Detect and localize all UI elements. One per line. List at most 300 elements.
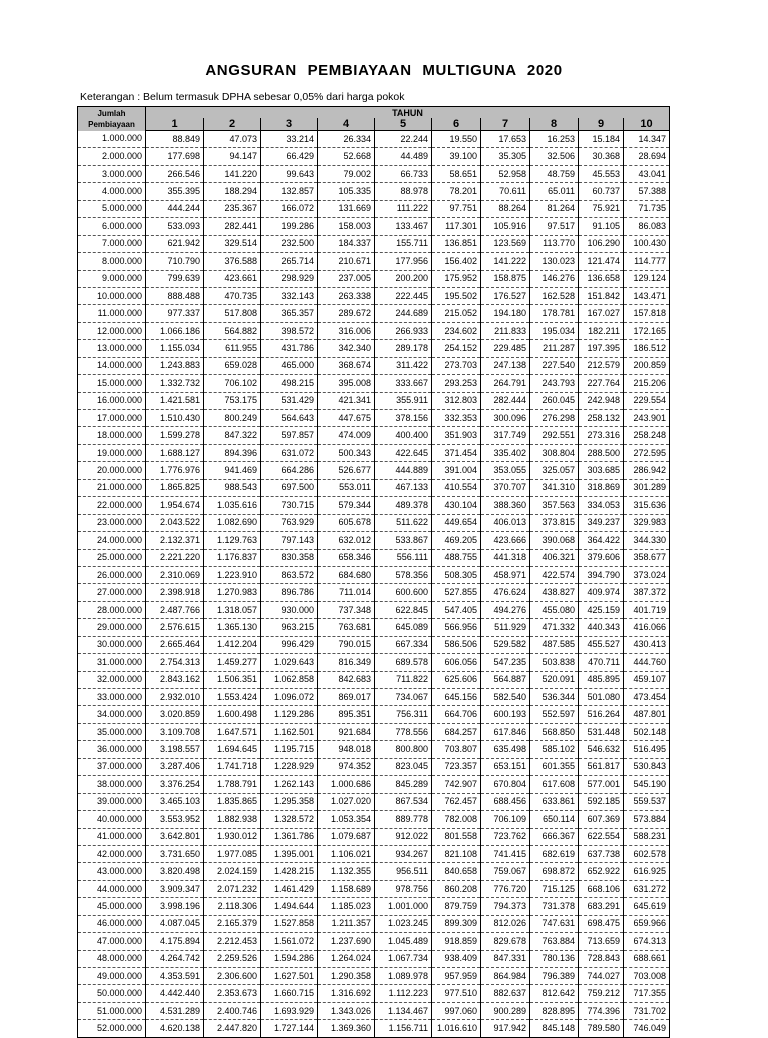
- angsuran-cell: 315.636: [624, 497, 670, 514]
- angsuran-cell: 4.175.894: [146, 933, 204, 950]
- page-title: ANGSURAN PEMBIAYAAN MULTIGUNA 2020: [205, 62, 563, 79]
- angsuran-cell: 301.289: [624, 479, 670, 496]
- angsuran-cell: 65.011: [530, 183, 579, 200]
- jumlah-pembiayaan-cell: 15.000.000: [78, 375, 146, 392]
- angsuran-cell: 156.402: [432, 253, 481, 270]
- angsuran-cell: 66.429: [261, 148, 318, 165]
- jumlah-pembiayaan-cell: 16.000.000: [78, 392, 146, 409]
- angsuran-cell: 210.671: [318, 253, 375, 270]
- angsuran-cell: 597.857: [261, 427, 318, 444]
- angsuran-cell: 58.651: [432, 165, 481, 182]
- table-row: [78, 793, 670, 810]
- angsuran-cell: 334.053: [579, 497, 624, 514]
- angsuran-cell: 577.001: [579, 776, 624, 793]
- angsuran-cell: 600.193: [481, 706, 530, 723]
- angsuran-cell: 455.527: [579, 636, 624, 653]
- jumlah-pembiayaan-cell: 10.000.000: [78, 287, 146, 304]
- angsuran-cell: 547.405: [432, 601, 481, 618]
- table-row: [78, 950, 670, 967]
- angsuran-cell: 19.550: [432, 131, 481, 148]
- table-row: [78, 671, 670, 688]
- angsuran-cell: 622.845: [375, 601, 432, 618]
- angsuran-cell: 247.138: [481, 357, 530, 374]
- angsuran-cell: 517.808: [204, 305, 261, 322]
- angsuran-cell: 423.666: [481, 532, 530, 549]
- angsuran-cell: 511.622: [375, 514, 432, 531]
- angsuran-cell: 996.429: [261, 636, 318, 653]
- angsuran-cell: 1.155.034: [146, 340, 204, 357]
- angsuran-cell: 1.237.690: [318, 933, 375, 950]
- table-row: [78, 845, 670, 862]
- angsuran-cell: 30.368: [579, 148, 624, 165]
- angsuran-cell: 298.929: [261, 270, 318, 287]
- angsuran-cell: 273.703: [432, 357, 481, 374]
- angsuran-cell: 621.942: [146, 235, 204, 252]
- angsuran-cell: 668.106: [579, 880, 624, 897]
- angsuran-cell: 674.313: [624, 933, 670, 950]
- jumlah-pembiayaan-cell: 4.000.000: [78, 183, 146, 200]
- angsuran-cell: 4.353.591: [146, 968, 204, 985]
- angsuran-cell: 237.005: [318, 270, 375, 287]
- angsuran-cell: 88.264: [481, 200, 530, 217]
- angsuran-cell: 723.762: [481, 828, 530, 845]
- angsuran-cell: 1.134.467: [375, 1002, 432, 1019]
- angsuran-cell: 3.820.498: [146, 863, 204, 880]
- angsuran-cell: 737.348: [318, 601, 375, 618]
- angsuran-cell: 371.454: [432, 444, 481, 461]
- angsuran-cell: 176.527: [481, 287, 530, 304]
- angsuran-cell: 1.660.715: [261, 985, 318, 1002]
- angsuran-cell: 311.422: [375, 357, 432, 374]
- table-row: [78, 741, 670, 758]
- angsuran-cell: 912.022: [375, 828, 432, 845]
- angsuran-cell: 559.537: [624, 793, 670, 810]
- table-row: [78, 1002, 670, 1019]
- angsuran-cell: 867.534: [375, 793, 432, 810]
- angsuran-cell: 566.956: [432, 619, 481, 636]
- angsuran-cell: 717.355: [624, 985, 670, 1002]
- angsuran-cell: 611.955: [204, 340, 261, 357]
- angsuran-cell: 829.678: [481, 933, 530, 950]
- table-row: [78, 566, 670, 583]
- angsuran-cell: 91.105: [579, 218, 624, 235]
- angsuran-cell: 941.469: [204, 462, 261, 479]
- angsuran-cell: 332.353: [432, 410, 481, 427]
- table-row: [78, 427, 670, 444]
- angsuran-cell: 444.244: [146, 200, 204, 217]
- angsuran-cell: 474.009: [318, 427, 375, 444]
- angsuran-cell: 97.751: [432, 200, 481, 217]
- angsuran-cell: 333.667: [375, 375, 432, 392]
- angsuran-cell: 600.600: [375, 584, 432, 601]
- angsuran-cell: 1.089.978: [375, 968, 432, 985]
- jumlah-label: Jumlah: [97, 108, 126, 118]
- angsuran-cell: 763.929: [261, 514, 318, 531]
- angsuran-cell: 2.487.766: [146, 601, 204, 618]
- angsuran-cell: 659.966: [624, 915, 670, 932]
- angsuran-cell: 28.694: [624, 148, 670, 165]
- angsuran-cell: 1.693.929: [261, 1002, 318, 1019]
- angsuran-cell: 753.175: [204, 392, 261, 409]
- angsuran-cell: 605.678: [318, 514, 375, 531]
- angsuran-cell: 242.948: [579, 392, 624, 409]
- angsuran-cell: 2.221.220: [146, 549, 204, 566]
- angsuran-cell: 894.396: [204, 444, 261, 461]
- angsuran-cell: 1.082.690: [204, 514, 261, 531]
- angsuran-cell: 162.528: [530, 287, 579, 304]
- angsuran-cell: 289.672: [318, 305, 375, 322]
- angsuran-cell: 921.684: [318, 723, 375, 740]
- angsuran-cell: 711.822: [375, 671, 432, 688]
- angsuran-cell: 978.756: [375, 880, 432, 897]
- angsuran-cell: 234.602: [432, 322, 481, 339]
- angsuran-cell: 546.632: [579, 741, 624, 758]
- angsuran-cell: 503.838: [530, 654, 579, 671]
- table-row: [78, 340, 670, 357]
- angsuran-cell: 527.855: [432, 584, 481, 601]
- angsuran-cell: 1.129.286: [261, 706, 318, 723]
- angsuran-cell: 215.052: [432, 305, 481, 322]
- angsuran-cell: 564.643: [261, 410, 318, 427]
- angsuran-cell: 879.759: [432, 898, 481, 915]
- angsuran-cell: 2.071.232: [204, 880, 261, 897]
- angsuran-cell: 370.707: [481, 479, 530, 496]
- angsuran-cell: 957.959: [432, 968, 481, 985]
- table-row: [78, 322, 670, 339]
- angsuran-cell: 17.653: [481, 131, 530, 148]
- angsuran-cell: 86.083: [624, 218, 670, 235]
- angsuran-cell: 423.661: [204, 270, 261, 287]
- jumlah-pembiayaan-cell: 7.000.000: [78, 235, 146, 252]
- angsuran-cell: 888.488: [146, 287, 204, 304]
- angsuran-cell: 650.114: [530, 811, 579, 828]
- angsuran-cell: 816.349: [318, 654, 375, 671]
- angsuran-cell: 388.360: [481, 497, 530, 514]
- angsuran-cell: 1.412.204: [204, 636, 261, 653]
- angsuran-cell: 790.015: [318, 636, 375, 653]
- angsuran-cell: 869.017: [318, 689, 375, 706]
- table-row: [78, 898, 670, 915]
- angsuran-cell: 130.023: [530, 253, 579, 270]
- angsuran-cell: 26.334: [318, 131, 375, 148]
- angsuran-cell: 70.611: [481, 183, 530, 200]
- angsuran-cell: 697.500: [261, 479, 318, 496]
- angsuran-cell: 706.102: [204, 375, 261, 392]
- angsuran-cell: 1.461.429: [261, 880, 318, 897]
- angsuran-cell: 470.711: [579, 654, 624, 671]
- angsuran-cell: 588.231: [624, 828, 670, 845]
- angsuran-cell: 1.332.732: [146, 375, 204, 392]
- angsuran-cell: 900.289: [481, 1002, 530, 1019]
- year-header-10: 10: [624, 118, 670, 131]
- angsuran-cell: 136.658: [579, 270, 624, 287]
- angsuran-cell: 406.321: [530, 549, 579, 566]
- angsuran-cell: 698.872: [530, 863, 579, 880]
- jumlah-pembiayaan-cell: 51.000.000: [78, 1002, 146, 1019]
- year-header-5: 5: [375, 118, 432, 131]
- angsuran-cell: 617.608: [530, 776, 579, 793]
- angsuran-cell: 143.471: [624, 287, 670, 304]
- angsuran-cell: 635.498: [481, 741, 530, 758]
- angsuran-cell: 303.685: [579, 462, 624, 479]
- angsuran-cell: 1.882.938: [204, 811, 261, 828]
- angsuran-cell: 373.024: [624, 566, 670, 583]
- angsuran-cell: 747.631: [530, 915, 579, 932]
- angsuran-cell: 703.008: [624, 968, 670, 985]
- table-row: [78, 375, 670, 392]
- angsuran-cell: 592.185: [579, 793, 624, 810]
- table-row: [78, 200, 670, 217]
- angsuran-cell: 1.328.572: [261, 811, 318, 828]
- jumlah-pembiayaan-cell: 50.000.000: [78, 985, 146, 1002]
- angsuran-cell: 1.243.883: [146, 357, 204, 374]
- angsuran-cell: 553.011: [318, 479, 375, 496]
- table-row: [78, 654, 670, 671]
- jumlah-pembiayaan-cell: 12.000.000: [78, 322, 146, 339]
- jumlah-pembiayaan-cell: 25.000.000: [78, 549, 146, 566]
- angsuran-cell: 444.889: [375, 462, 432, 479]
- angsuran-cell: 606.056: [432, 654, 481, 671]
- angsuran-cell: 155.711: [375, 235, 432, 252]
- angsuran-cell: 698.475: [579, 915, 624, 932]
- table-row: [78, 811, 670, 828]
- jumlah-pembiayaan-cell: 52.000.000: [78, 1020, 146, 1037]
- angsuran-cell: 282.441: [204, 218, 261, 235]
- angsuran-cell: 473.454: [624, 689, 670, 706]
- angsuran-cell: 227.764: [579, 375, 624, 392]
- jumlah-pembiayaan-cell: 28.000.000: [78, 601, 146, 618]
- angsuran-cell: 1.027.020: [318, 793, 375, 810]
- angsuran-cell: 1.510.430: [146, 410, 204, 427]
- angsuran-cell: 416.066: [624, 619, 670, 636]
- angsuran-cell: 3.020.859: [146, 706, 204, 723]
- angsuran-cell: 81.264: [530, 200, 579, 217]
- angsuran-cell: 508.305: [432, 566, 481, 583]
- angsuran-cell: 379.606: [579, 549, 624, 566]
- table-row: [78, 689, 670, 706]
- angsuran-cell: 266.933: [375, 322, 432, 339]
- angsuran-cell: 889.778: [375, 811, 432, 828]
- angsuran-cell: 487.801: [624, 706, 670, 723]
- angsuran-cell: 365.357: [261, 305, 318, 322]
- angsuran-cell: 71.735: [624, 200, 670, 217]
- table-row: [78, 636, 670, 653]
- angsuran-cell: 33.214: [261, 131, 318, 148]
- jumlah-pembiayaan-cell: 44.000.000: [78, 880, 146, 897]
- angsuran-cell: 157.818: [624, 305, 670, 322]
- angsuran-cell: 4.442.440: [146, 985, 204, 1002]
- angsuran-cell: 400.400: [375, 427, 432, 444]
- angsuran-cell: 1.185.023: [318, 898, 375, 915]
- angsuran-cell: 2.132.371: [146, 532, 204, 549]
- angsuran-cell: 1.361.786: [261, 828, 318, 845]
- angsuran-cell: 43.041: [624, 165, 670, 182]
- angsuran-cell: 664.286: [261, 462, 318, 479]
- installment-table: [77, 106, 670, 1038]
- angsuran-cell: 625.606: [432, 671, 481, 688]
- angsuran-cell: 796.389: [530, 968, 579, 985]
- angsuran-cell: 782.008: [432, 811, 481, 828]
- angsuran-cell: 440.343: [579, 619, 624, 636]
- jumlah-pembiayaan-cell: 40.000.000: [78, 811, 146, 828]
- angsuran-cell: 545.190: [624, 776, 670, 793]
- angsuran-cell: 1.062.858: [261, 671, 318, 688]
- angsuran-cell: 422.574: [530, 566, 579, 583]
- angsuran-cell: 845.148: [530, 1020, 579, 1037]
- angsuran-cell: 2.843.162: [146, 671, 204, 688]
- angsuran-cell: 645.619: [624, 898, 670, 915]
- angsuran-cell: 977.510: [432, 985, 481, 1002]
- angsuran-cell: 48.759: [530, 165, 579, 182]
- angsuran-cell: 178.781: [530, 305, 579, 322]
- angsuran-cell: 3.109.708: [146, 723, 204, 740]
- angsuran-cell: 547.235: [481, 654, 530, 671]
- angsuran-cell: 2.310.069: [146, 566, 204, 583]
- angsuran-cell: 632.012: [318, 532, 375, 549]
- angsuran-cell: 167.027: [579, 305, 624, 322]
- angsuran-cell: 1.106.021: [318, 845, 375, 862]
- angsuran-cell: 131.669: [318, 200, 375, 217]
- angsuran-cell: 2.400.746: [204, 1002, 261, 1019]
- angsuran-cell: 501.080: [579, 689, 624, 706]
- jumlah-pembiayaan-cell: 22.000.000: [78, 497, 146, 514]
- angsuran-cell: 763.884: [530, 933, 579, 950]
- angsuran-cell: 3.287.406: [146, 758, 204, 775]
- angsuran-cell: 1.788.791: [204, 776, 261, 793]
- angsuran-cell: 531.448: [579, 723, 624, 740]
- angsuran-cell: 1.156.711: [375, 1020, 432, 1037]
- table-row: [78, 863, 670, 880]
- angsuran-cell: 264.791: [481, 375, 530, 392]
- jumlah-pembiayaan-cell: 48.000.000: [78, 950, 146, 967]
- angsuran-cell: 308.804: [530, 444, 579, 461]
- table-row: [78, 985, 670, 1002]
- angsuran-cell: 1.162.501: [261, 723, 318, 740]
- table-row: [78, 514, 670, 531]
- angsuran-cell: 211.833: [481, 322, 530, 339]
- angsuran-cell: 3.642.801: [146, 828, 204, 845]
- angsuran-cell: 45.553: [579, 165, 624, 182]
- angsuran-cell: 3.731.650: [146, 845, 204, 862]
- angsuran-cell: 4.264.742: [146, 950, 204, 967]
- angsuran-cell: 794.373: [481, 898, 530, 915]
- angsuran-cell: 272.595: [624, 444, 670, 461]
- angsuran-cell: 1.035.616: [204, 497, 261, 514]
- angsuran-cell: 731.378: [530, 898, 579, 915]
- angsuran-cell: 2.932.010: [146, 689, 204, 706]
- angsuran-cell: 763.681: [318, 619, 375, 636]
- angsuran-cell: 974.352: [318, 758, 375, 775]
- angsuran-cell: 199.286: [261, 218, 318, 235]
- angsuran-cell: 511.929: [481, 619, 530, 636]
- angsuran-cell: 1.553.424: [204, 689, 261, 706]
- table-row: [78, 218, 670, 235]
- angsuran-cell: 273.316: [579, 427, 624, 444]
- angsuran-cell: 4.531.289: [146, 1002, 204, 1019]
- angsuran-cell: 1.195.715: [261, 741, 318, 758]
- angsuran-cell: 744.027: [579, 968, 624, 985]
- angsuran-cell: 215.206: [624, 375, 670, 392]
- angsuran-cell: 16.253: [530, 131, 579, 148]
- angsuran-cell: 759.212: [579, 985, 624, 1002]
- jumlah-pembiayaan-cell: 32.000.000: [78, 671, 146, 688]
- angsuran-cell: 667.334: [375, 636, 432, 653]
- angsuran-cell: 586.506: [432, 636, 481, 653]
- angsuran-cell: 684.680: [318, 566, 375, 583]
- angsuran-cell: 533.867: [375, 532, 432, 549]
- angsuran-cell: 631.272: [624, 880, 670, 897]
- angsuran-cell: 177.698: [146, 148, 204, 165]
- angsuran-cell: 1.295.358: [261, 793, 318, 810]
- angsuran-cell: 1.365.130: [204, 619, 261, 636]
- year-header-6: 6: [432, 118, 481, 131]
- angsuran-cell: 146.276: [530, 270, 579, 287]
- angsuran-cell: 57.388: [624, 183, 670, 200]
- jumlah-pembiayaan-cell: 26.000.000: [78, 566, 146, 583]
- jumlah-pembiayaan-cell: 21.000.000: [78, 479, 146, 496]
- angsuran-cell: 260.045: [530, 392, 579, 409]
- angsuran-cell: 263.338: [318, 287, 375, 304]
- jumlah-pembiayaan-cell: 6.000.000: [78, 218, 146, 235]
- angsuran-cell: 1.835.865: [204, 793, 261, 810]
- angsuran-cell: 254.152: [432, 340, 481, 357]
- angsuran-cell: 373.815: [530, 514, 579, 531]
- angsuran-cell: 235.367: [204, 200, 261, 217]
- jumlah-pembiayaan-cell: 18.000.000: [78, 427, 146, 444]
- angsuran-cell: 316.006: [318, 322, 375, 339]
- angsuran-cell: 842.683: [318, 671, 375, 688]
- angsuran-cell: 631.072: [261, 444, 318, 461]
- angsuran-cell: 1.421.581: [146, 392, 204, 409]
- angsuran-cell: 812.026: [481, 915, 530, 932]
- angsuran-cell: 141.222: [481, 253, 530, 270]
- angsuran-cell: 2.259.526: [204, 950, 261, 967]
- angsuran-cell: 1.459.277: [204, 654, 261, 671]
- angsuran-cell: 710.790: [146, 253, 204, 270]
- angsuran-cell: 364.422: [579, 532, 624, 549]
- angsuran-cell: 3.465.103: [146, 793, 204, 810]
- jumlah-pembiayaan-cell: 8.000.000: [78, 253, 146, 270]
- jumlah-pembiayaan-cell: 34.000.000: [78, 706, 146, 723]
- angsuran-cell: 622.554: [579, 828, 624, 845]
- angsuran-cell: 368.674: [318, 357, 375, 374]
- angsuran-cell: 723.357: [432, 758, 481, 775]
- angsuran-cell: 774.396: [579, 1002, 624, 1019]
- angsuran-cell: 977.337: [146, 305, 204, 322]
- table-row: [78, 549, 670, 566]
- angsuran-cell: 52.668: [318, 148, 375, 165]
- year-header-9: 9: [579, 118, 624, 131]
- angsuran-cell: 4.620.138: [146, 1020, 204, 1037]
- angsuran-cell: 194.180: [481, 305, 530, 322]
- table-row: [78, 183, 670, 200]
- angsuran-cell: 421.341: [318, 392, 375, 409]
- angsuran-cell: 200.200: [375, 270, 432, 287]
- angsuran-cell: 485.895: [579, 671, 624, 688]
- jumlah-pembiayaan-header: [78, 107, 146, 131]
- angsuran-cell: 1.599.278: [146, 427, 204, 444]
- angsuran-cell: 617.846: [481, 723, 530, 740]
- angsuran-cell: 357.563: [530, 497, 579, 514]
- angsuran-cell: 35.305: [481, 148, 530, 165]
- angsuran-cell: 664.706: [432, 706, 481, 723]
- table-row: [78, 497, 670, 514]
- angsuran-cell: 52.958: [481, 165, 530, 182]
- angsuran-cell: 1.343.026: [318, 1002, 375, 1019]
- angsuran-cell: 3.198.557: [146, 741, 204, 758]
- angsuran-cell: 1.270.983: [204, 584, 261, 601]
- angsuran-cell: 390.068: [530, 532, 579, 549]
